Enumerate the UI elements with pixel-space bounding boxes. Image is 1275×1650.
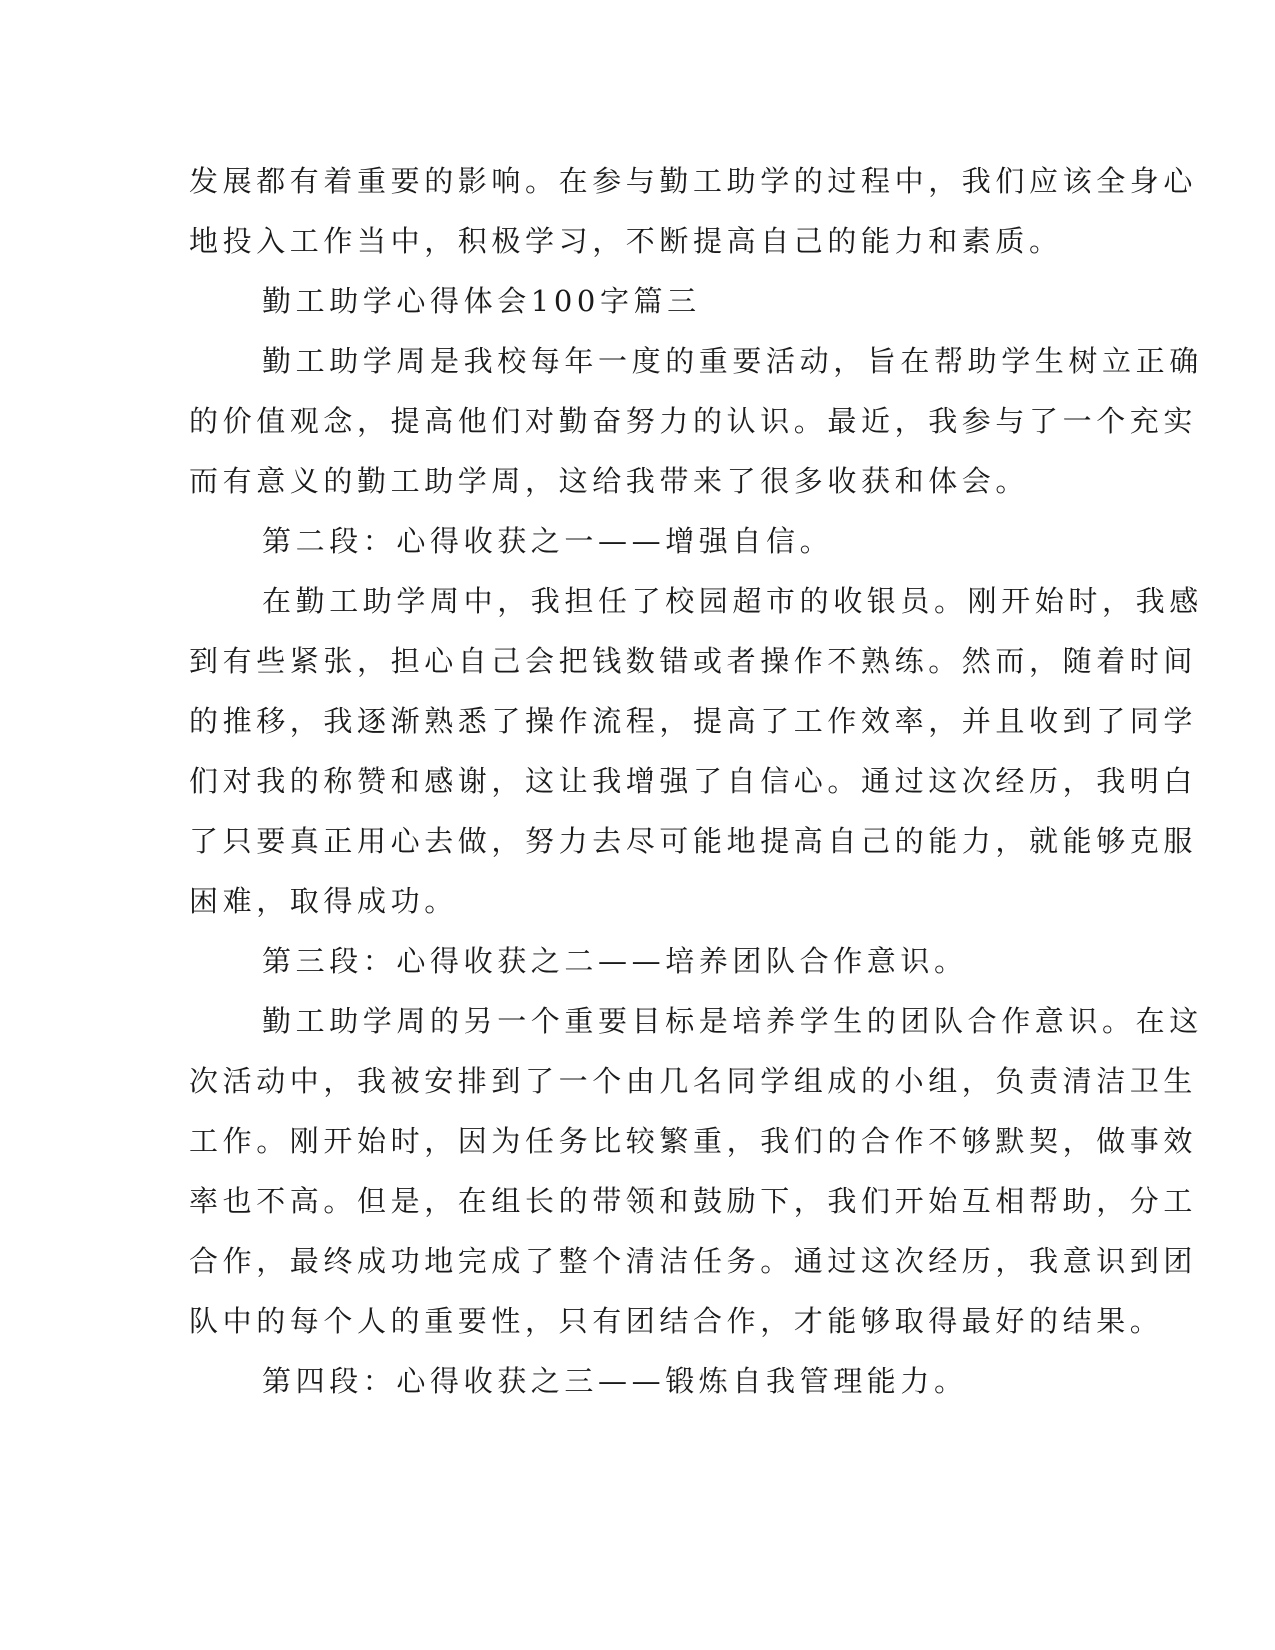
- section-title: 勤工助学心得体会100字篇三: [262, 284, 701, 318]
- paragraph-heading: 第三段：心得收获之二——培养团队合作意识。: [262, 944, 968, 978]
- text-line: 工作。刚开始时，因为任务比较繁重，我们的合作不够默契，做事效: [189, 1124, 1198, 1158]
- text-line: 次活动中，我被安排到了一个由几名同学组成的小组，负责清洁卫生: [189, 1064, 1198, 1098]
- text-line: 队中的每个人的重要性，只有团结合作，才能够取得最好的结果。: [189, 1304, 1164, 1338]
- text-line: 在勤工助学周中，我担任了校园超市的收银员。刚开始时，我感: [262, 584, 1203, 618]
- text-line: 困难，取得成功。: [189, 884, 458, 918]
- paragraph-heading: 第四段：心得收获之三——锻炼自我管理能力。: [262, 1364, 968, 1398]
- text-line: 的价值观念，提高他们对勤奋努力的认识。最近，我参与了一个充实: [189, 404, 1198, 438]
- text-line: 勤工助学周的另一个重要目标是培养学生的团队合作意识。在这: [262, 1004, 1203, 1038]
- paragraph-heading: 第二段：心得收获之一——增强自信。: [262, 524, 834, 558]
- text-line: 到有些紧张，担心自己会把钱数错或者操作不熟练。然而，随着时间: [189, 644, 1198, 678]
- text-line: 们对我的称赞和感谢，这让我增强了自信心。通过这次经历，我明白: [189, 764, 1198, 798]
- text-line: 而有意义的勤工助学周，这给我带来了很多收获和体会。: [189, 464, 1030, 498]
- text-line: 勤工助学周是我校每年一度的重要活动，旨在帮助学生树立正确: [262, 344, 1203, 378]
- text-line: 的推移，我逐渐熟悉了操作流程，提高了工作效率，并且收到了同学: [189, 704, 1198, 738]
- text-line: 合作，最终成功地完成了整个清洁任务。通过这次经历，我意识到团: [189, 1244, 1198, 1278]
- text-line: 了只要真正用心去做，努力去尽可能地提高自己的能力，就能够克服: [189, 824, 1198, 858]
- text-line: 地投入工作当中，积极学习，不断提高自己的能力和素质。: [189, 224, 1063, 258]
- text-line: 率也不高。但是，在组长的带领和鼓励下，我们开始互相帮助，分工: [189, 1184, 1198, 1218]
- text-line: 发展都有着重要的影响。在参与勤工助学的过程中，我们应该全身心: [189, 164, 1198, 198]
